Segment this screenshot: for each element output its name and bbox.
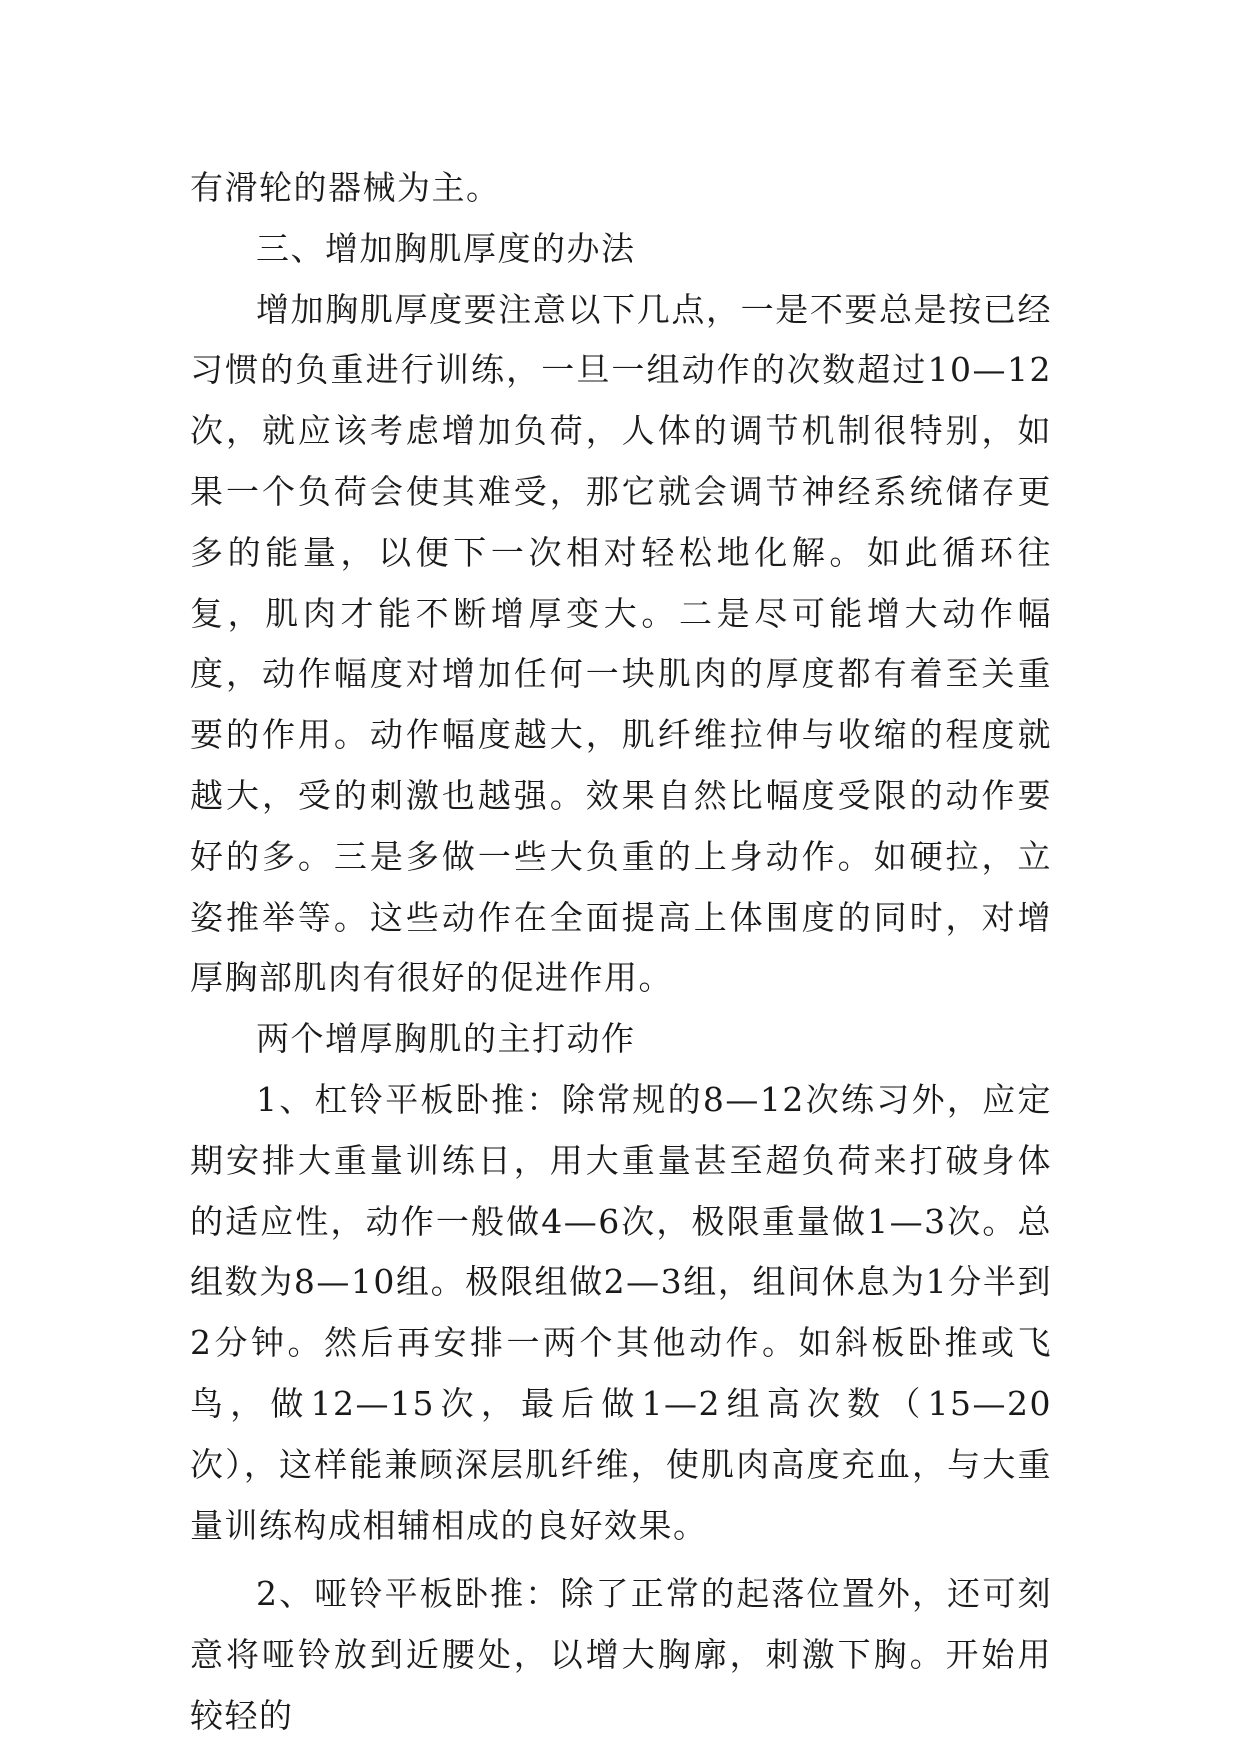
paragraph-thickness-tips: 增加胸肌厚度要注意以下几点，一是不要总是按已经习惯的负重进行训练，一旦一组动作的次数超过10—12次，就应该考虑增加负荷，人体的调节机制很特别，如果一个负荷会使其难受，那它就会调节神经系统储存更多的能量，以便下一次相对轻松地化解。如此循环往复，肌肉才能不断增厚变大。二是尽可能增大动作幅度，动作幅度对增加任何一块肌肉的厚度都有着至关重要的作用。动作幅度越大，肌纤维拉伸与收缩的程度就越大，受的刺激也越强。效果自然比幅度受限的动作要好的多。三是多做一些大负重的上身动作。如硬拉，立姿推举等。这些动作在全面提高上体围度的同时，对增厚胸部肌肉有很好的促进作用。 bbox=[190, 289, 1052, 998]
section-heading: 三、增加胸肌厚度的办法 bbox=[256, 228, 636, 268]
subheading-main-exercises: 两个增厚胸肌的主打动作 bbox=[256, 1019, 636, 1059]
paragraph-barbell-bench-press: 1、杠铃平板卧推：除常规的8—12次练习外，应定期安排大重量训练日，用大重量甚至超负荷来打破身体的适应性，动作一般做4—6次，极限重量做1—3次。总组数为8—10组。极限组做2—3组，组间休息为1分半到2分钟。然后再安排一两个其他动作。如斜板卧推或飞鸟，做12—15次，最后做1—2组高次数（15—20次），这样能兼顾深层肌纤维，使肌肉高度充血，与大重量训练构成相辅相成的良好效果。 bbox=[190, 1079, 1052, 1545]
paragraph-dumbbell-bench-press: 2、哑铃平板卧推：除了正常的起落位置外，还可刻意将哑铃放到近腰处，以增大胸廓，刺激下胸。开始用较轻的 bbox=[190, 1574, 1052, 1735]
paragraph-continuation: 有滑轮的器械为主。 bbox=[190, 168, 501, 207]
document-body bbox=[190, 158, 1052, 1747]
